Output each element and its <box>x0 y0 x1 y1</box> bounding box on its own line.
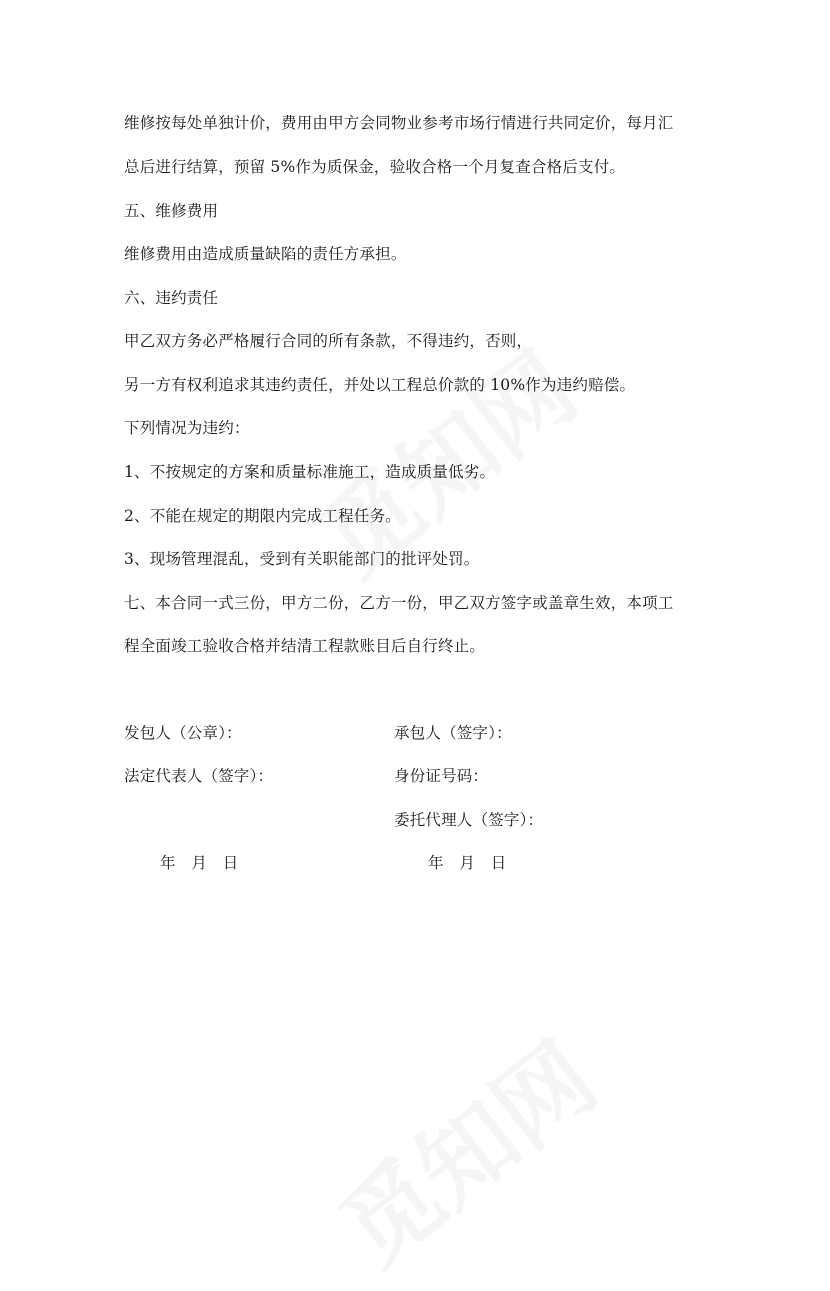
party-b-agent-label: 委托代理人（签字）： <box>394 811 544 829</box>
party-a-seal-label: 发包人（公章）： <box>124 724 242 742</box>
body-line-6: 甲乙双方务必严格履行合同的所有条款，不得违约，否则， <box>124 332 533 350</box>
section-heading-7: 七、本合同一式三份，甲方二份，乙方一份，甲乙双方签字或盖章生效，本项工 <box>124 594 674 612</box>
section-heading-6: 六、违约责任 <box>124 289 219 307</box>
party-b-date: 年 月 日 <box>428 854 507 872</box>
body-line-8: 下列情况为违约： <box>124 419 250 437</box>
body-line-13: 程全面竣工验收合格并结清工程款账目后自行终止。 <box>124 637 486 655</box>
body-line-1: 维修按每处单独计价，费用由甲方会同物业参考市场行情进行共同定价，每月汇 <box>124 114 674 132</box>
body-line-2: 总后进行结算，预留 5%作为质保金，验收合格一个月复查合格后支付。 <box>124 158 626 176</box>
party-b-id-label: 身份证号码： <box>394 767 489 785</box>
party-a-rep-label: 法定代表人（签字）： <box>124 767 274 785</box>
body-line-4: 维修费用由造成质量缺陷的责任方承担。 <box>124 245 407 263</box>
list-item-1: 1、不按规定的方案和质量标准施工，造成质量低劣。 <box>124 463 496 481</box>
section-heading-5: 五、维修费用 <box>124 202 219 220</box>
party-a-date: 年 月 日 <box>160 854 239 872</box>
party-b-sign-label: 承包人（签字）： <box>394 724 512 742</box>
body-line-7: 另一方有权利追求其违约责任，并处以工程总价款的 10%作为违约赔偿。 <box>124 376 636 394</box>
list-item-3: 3、现场管理混乱，受到有关职能部门的批评处罚。 <box>124 550 480 568</box>
watermark-bottom <box>308 1006 619 1291</box>
list-item-2: 2、不能在规定的期限内完成工程任务。 <box>124 507 401 525</box>
